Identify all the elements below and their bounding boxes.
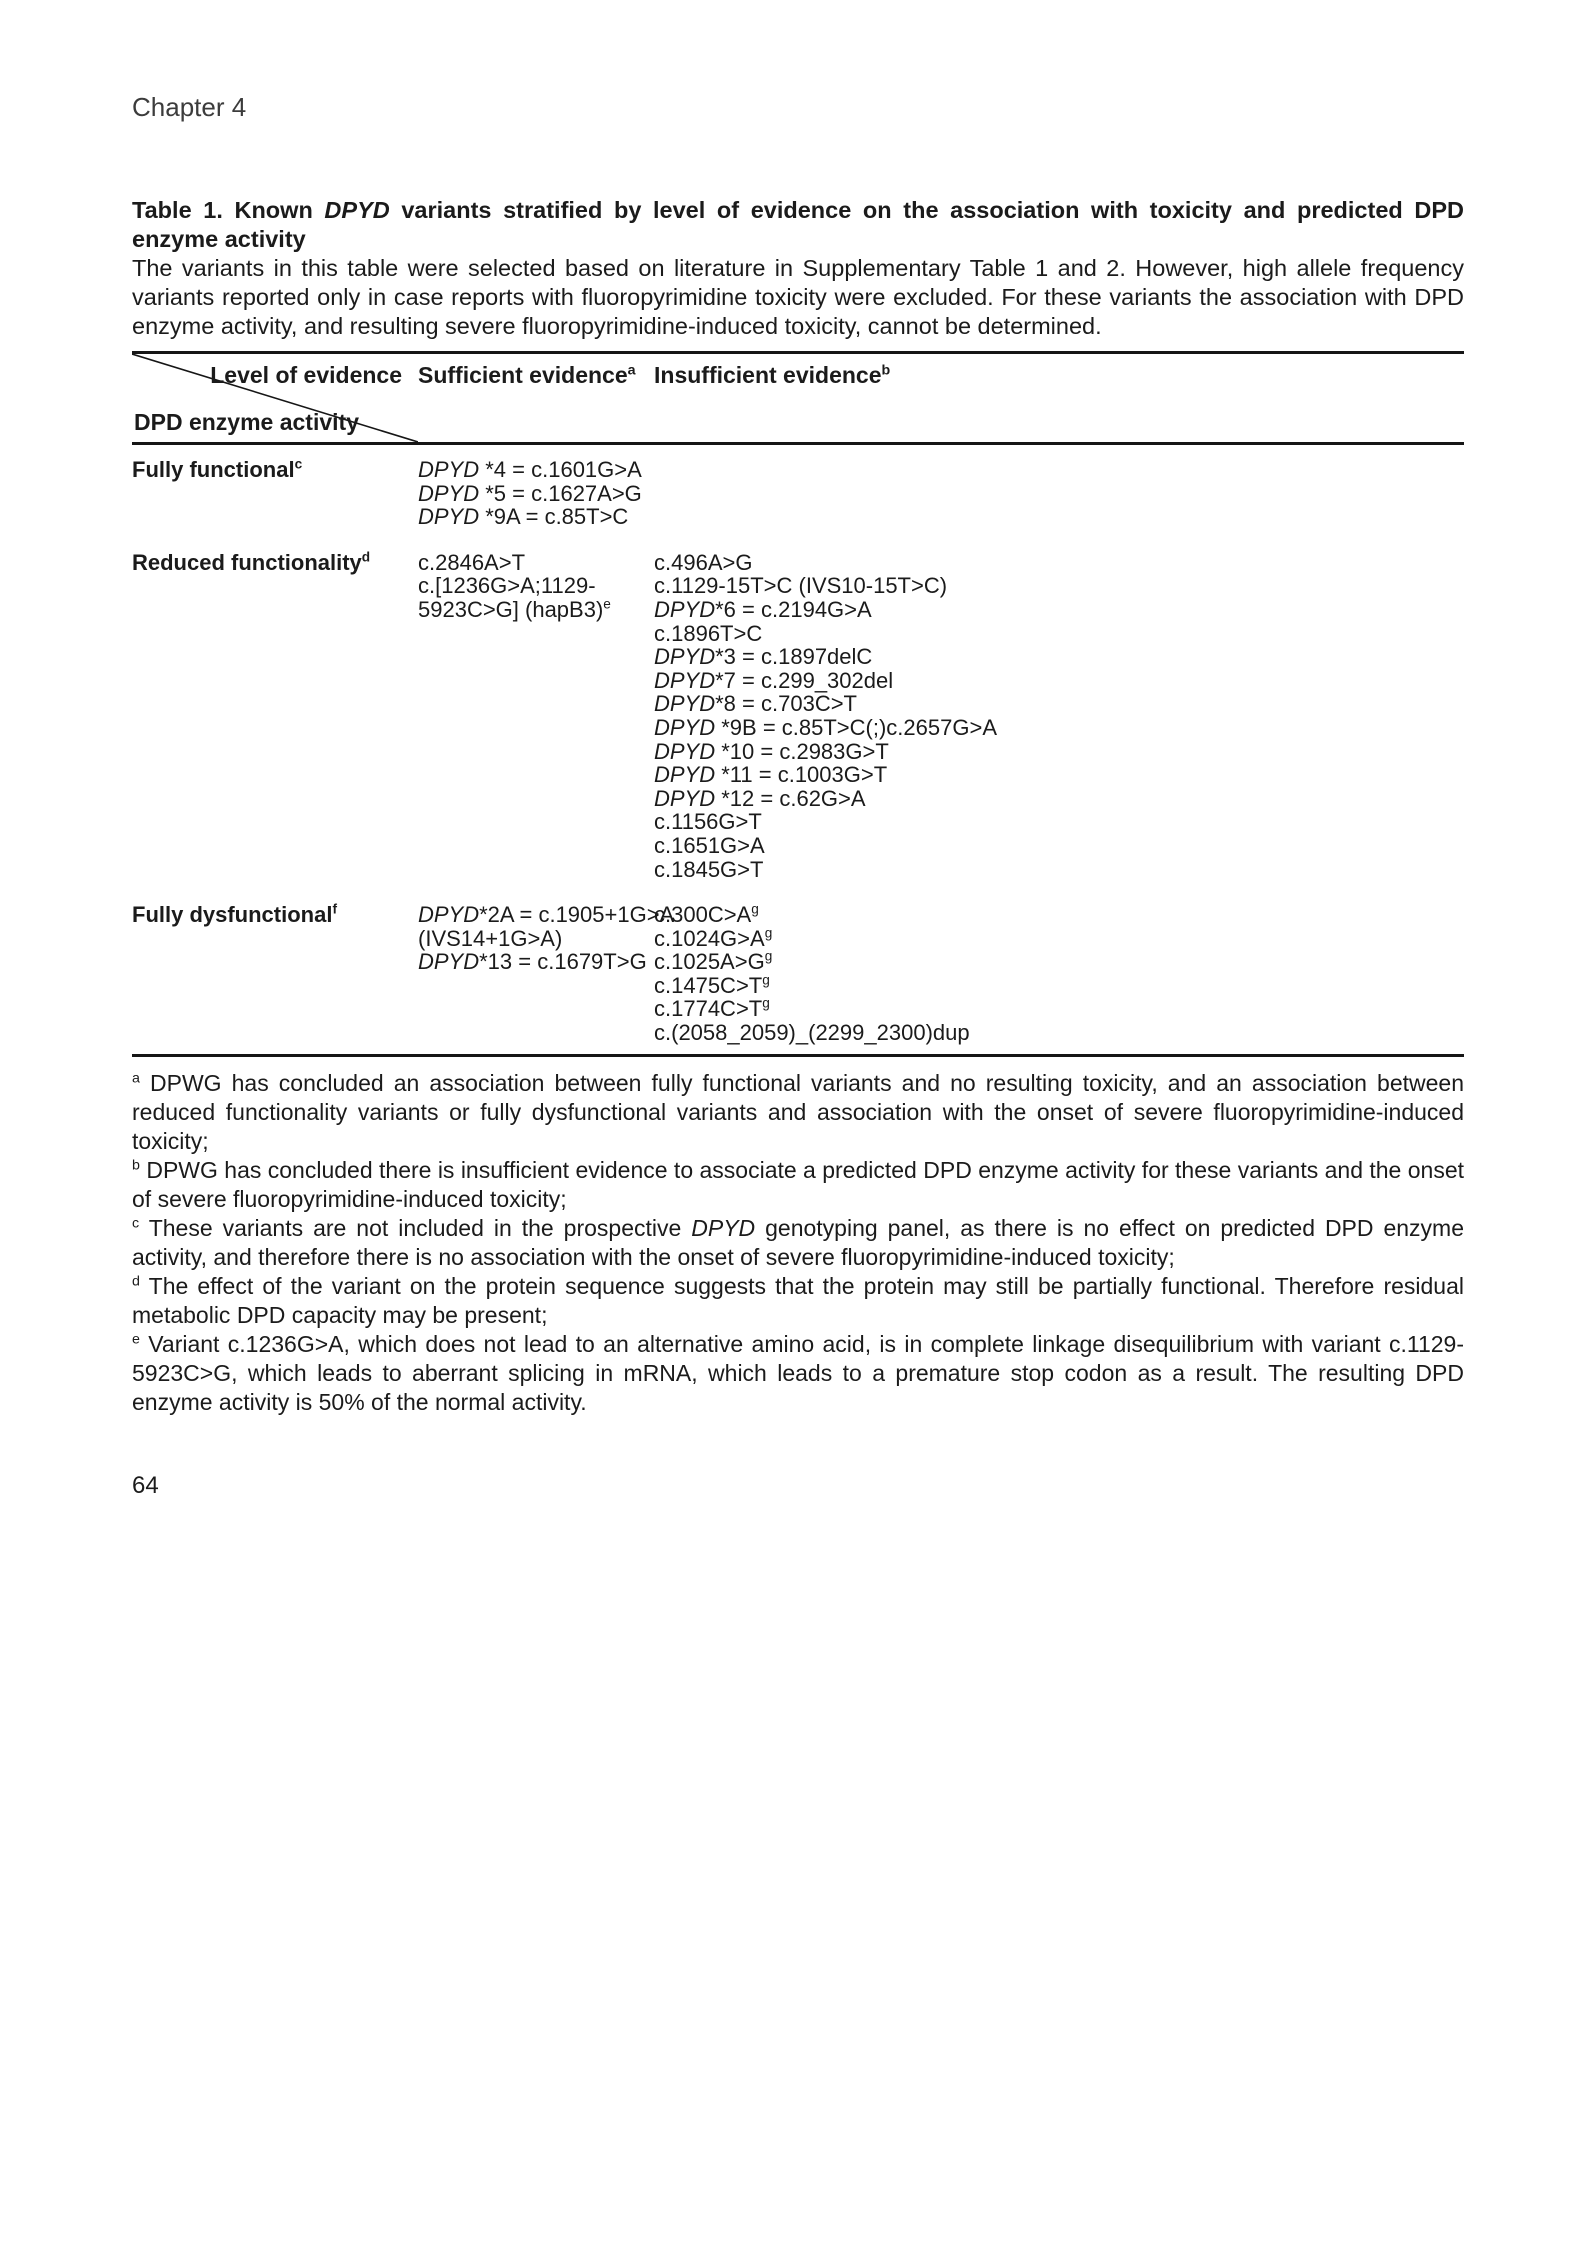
text-segment: DPYD — [324, 197, 390, 223]
text-segment: (IVS14+1G>A) — [418, 925, 563, 951]
variant-line — [418, 902, 675, 928]
variant-line — [654, 669, 1452, 693]
text-segment: c.300C>A — [654, 902, 752, 928]
row-header-cell — [132, 538, 418, 890]
text-segment: Variant c.1236G>A, which does not lead to an alternative amino acid, is in complete linkage disequilibrium with variant c.1129-5923C>G, which leads to aberrant splicing in mRNA, which leads to a premature stop codon as a result. The resulting DPD enzyme activity is 50% of the normal activity. — [132, 1330, 1465, 1415]
text-segment: DPYD — [654, 667, 716, 693]
variants-table-body — [132, 444, 1464, 1056]
text-segment: c.1651G>A — [654, 832, 765, 858]
variants-table — [132, 351, 1464, 1057]
footnotes — [132, 1069, 1464, 1417]
insufficient-evidence-cell — [654, 890, 1464, 1055]
text-segment: *5 = c.1627A>G — [479, 480, 642, 506]
footnote — [132, 1214, 1464, 1272]
variant-line — [654, 763, 1452, 787]
table-header — [132, 353, 1464, 444]
text-segment: *4 = c.1601G>A — [479, 457, 642, 482]
table-row — [132, 538, 1464, 890]
variant-line — [654, 858, 1452, 882]
page-content — [132, 196, 1464, 1417]
sufficient-evidence-cell — [418, 538, 654, 890]
text-segment: c.2846A>T — [418, 549, 526, 575]
footnote-marker: e — [603, 596, 611, 612]
text-segment: *2A = c.1905+1G>A — [479, 902, 675, 928]
text-segment: *3 = c.1897delC — [715, 644, 873, 670]
text-segment: DPYD — [691, 1214, 756, 1241]
variant-line — [654, 645, 1452, 669]
text-segment: *10 = c.2983G>T — [715, 738, 889, 764]
footnote-marker: g — [751, 901, 759, 917]
variant-line — [654, 787, 1452, 811]
text-segment: c.1845G>T — [654, 856, 764, 882]
table-row — [132, 444, 1464, 538]
footnote-marker: a — [132, 1070, 140, 1086]
level-of-evidence-label: Level of evidence — [210, 362, 402, 388]
row-header-cell — [132, 890, 418, 1055]
row-header-label: Fully functional — [132, 457, 295, 482]
text-segment: DPYD — [418, 504, 480, 530]
footnote-marker: c — [294, 456, 303, 472]
text-segment: c.1024G>A — [654, 925, 765, 951]
variant-line — [654, 950, 1452, 974]
variant-line — [654, 574, 1452, 598]
text-segment: These variants are not included in the prospective — [148, 1214, 692, 1241]
variant-line — [654, 598, 1452, 622]
text-segment: DPYD — [418, 949, 480, 975]
page-number: 64 — [132, 1472, 159, 1499]
row-header-cell — [132, 444, 418, 538]
footnote-marker: d — [132, 1273, 140, 1289]
variant-line — [654, 740, 1452, 764]
footnote-marker: d — [361, 549, 371, 565]
footnote-marker: g — [764, 925, 773, 941]
text-segment: 5923C>G] (hapB3) — [418, 596, 604, 622]
insufficient-evidence-cell — [654, 444, 1464, 538]
text-segment: DPYD — [654, 691, 716, 717]
text-segment: c.496A>G — [654, 549, 753, 575]
chapter-heading: Chapter 4 — [132, 92, 247, 122]
variant-line — [654, 834, 1452, 858]
text-segment: variants stratified by level of evidence on the association with toxicity and predicted DPD enzyme activity — [132, 197, 1464, 252]
text-segment: DPWG has concluded there is insufficient evidence to associate a predicted DPD enzyme activity for these variants and the onset of severe fluoropyrimidine-induced toxicity; — [132, 1156, 1465, 1212]
row-header-label: Fully dysfunctional — [132, 902, 333, 928]
variant-line — [654, 974, 1452, 998]
variant-line — [654, 716, 1452, 740]
text-segment: Table 1. Known — [132, 197, 325, 223]
text-segment: c.1475C>T — [654, 972, 763, 998]
sufficient-evidence-cell — [418, 890, 675, 1055]
text-segment: DPYD — [418, 902, 480, 928]
variant-line — [418, 949, 647, 975]
insufficient-evidence-cell — [654, 538, 1464, 890]
text-segment: DPYD — [418, 480, 480, 506]
text-segment: DPYD — [418, 457, 480, 482]
variant-line — [654, 622, 1452, 646]
text-segment: c.1129-15T>C (IVS10-15T>C) — [654, 573, 948, 599]
text-segment: DPYD — [654, 596, 716, 622]
footnote — [132, 1330, 1464, 1417]
variant-line — [418, 574, 642, 598]
text-segment: DPYD — [654, 762, 716, 788]
footnote — [132, 1069, 1464, 1156]
text-segment: DPYD — [654, 785, 716, 811]
column-header-insufficient-label: Insufficient evidence — [654, 362, 882, 388]
dpd-enzyme-activity-label: DPD enzyme activity — [134, 409, 359, 435]
text-segment: *11 = c.1003G>T — [715, 762, 888, 788]
text-segment: c.[1236G>A;1129- — [418, 573, 596, 599]
text-segment: *13 = c.1679T>G — [479, 949, 647, 975]
text-segment: c.(2058_2059)_(2299_2300)dup — [654, 1020, 970, 1046]
column-header-sufficient — [418, 353, 654, 444]
table-description: The variants in this table were selected based on literature in Supplementary Table 1 and 2. However, high allele frequency variants reported only in case reports with fluoropyrimidine toxicity were excluded. For these variants the association with DPD enzyme activity, and resulting severe fluoropyrimidine-induced toxicity, cannot be determined. — [132, 255, 1464, 339]
variant-line — [418, 505, 642, 529]
text-segment: DPYD — [654, 714, 716, 740]
footnote-marker: c — [132, 1215, 140, 1231]
row-header-label: Reduced functionality — [132, 549, 362, 575]
variant-line — [654, 551, 1452, 575]
variant-line — [418, 551, 642, 575]
header-row — [132, 353, 1464, 444]
text-segment: DPYD — [654, 644, 716, 670]
text-segment: DPWG has concluded an association between fully functional variants and no resulting toxicity, and an association between reduced functionality variants or fully dysfunctional variants and association with the onset of severe fluoropyrimidine-induced toxicity; — [132, 1069, 1464, 1154]
variant-line — [654, 903, 1452, 927]
text-segment: c.1896T>C — [654, 620, 763, 646]
footnote-marker: b — [881, 362, 891, 379]
table-row — [132, 890, 1464, 1055]
variant-line — [418, 598, 642, 622]
variant-line — [654, 810, 1452, 834]
text-segment: *7 = c.299_302del — [715, 667, 894, 693]
column-header-sufficient-label: Sufficient evidence — [418, 362, 628, 388]
footnote-marker: g — [762, 996, 770, 1012]
text-segment: c.1156G>T — [654, 809, 762, 835]
variant-line — [654, 927, 1452, 951]
table-caption — [132, 196, 1464, 254]
variant-line — [418, 458, 642, 482]
footnote — [132, 1156, 1464, 1214]
footnote-marker: f — [332, 901, 338, 917]
text-segment: *6 = c.2194G>A — [715, 596, 872, 622]
footnote-marker: g — [762, 972, 770, 988]
text-segment: *12 = c.62G>A — [715, 785, 866, 811]
text-segment: *9B = c.85T>C(;)c.2657G>A — [715, 714, 997, 740]
footnote-marker: g — [764, 948, 773, 964]
text-segment: c.1774C>T — [654, 996, 763, 1022]
text-segment: c.1025A>G — [654, 949, 765, 975]
text-segment: *8 = c.703C>T — [715, 691, 857, 717]
variant-line — [654, 692, 1452, 716]
header-corner-cell — [132, 353, 418, 444]
text-segment: The effect of the variant on the protein sequence suggests that the protein may still be partially functional. Therefore residual metabolic DPD capacity may be present; — [132, 1272, 1464, 1328]
text-segment: DPYD — [654, 738, 716, 764]
variant-line — [654, 1021, 1452, 1045]
variant-line — [418, 482, 642, 506]
variant-line — [654, 997, 1452, 1021]
text-segment: *9A = c.85T>C — [479, 504, 629, 530]
footnote-marker: b — [132, 1157, 140, 1173]
column-header-insufficient — [654, 353, 1464, 444]
footnote — [132, 1272, 1464, 1330]
sufficient-evidence-cell — [418, 444, 654, 538]
footnote-marker: a — [627, 362, 636, 379]
footnote-marker: e — [132, 1331, 140, 1347]
text-segment: genotyping panel, as there is no effect on predicted DPD enzyme activity, and therefore there is no association with the onset of severe fluoropyrimidine-induced toxicity; — [132, 1214, 1465, 1270]
variant-line — [418, 927, 642, 951]
